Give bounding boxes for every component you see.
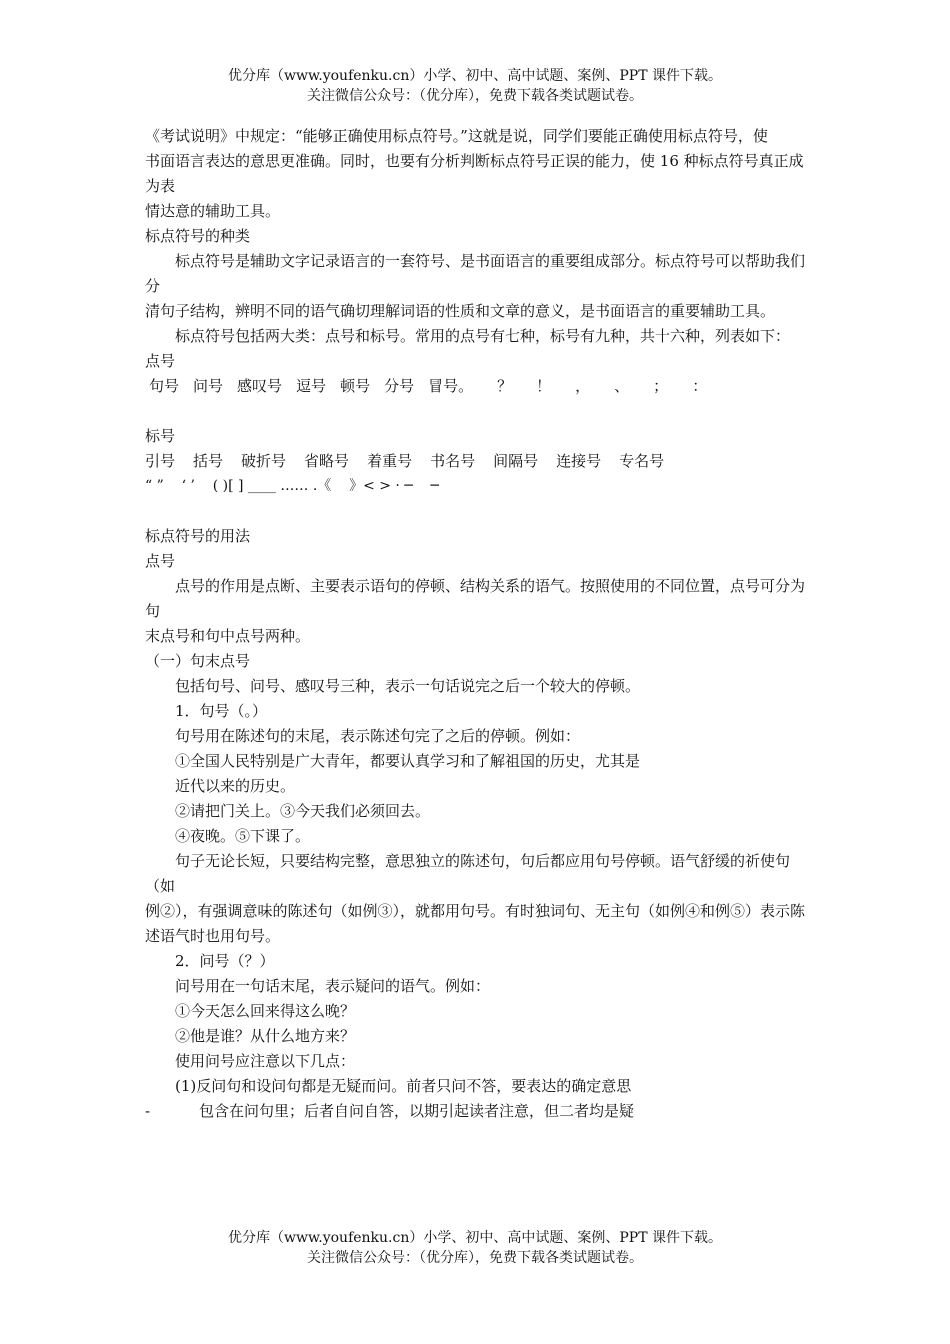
biaohao-item: 破折号 bbox=[241, 452, 287, 470]
biaohao-symbols: “ ” ‘ ’ ( )[ ] ____ …… .《 》< > · ─ ─ bbox=[145, 478, 439, 494]
section-heading-dianhao: 点号 bbox=[145, 552, 176, 570]
paragraph: 句号用在陈述句的末尾，表示陈述句完了之后的停顿。例如： bbox=[175, 727, 581, 745]
dianhao-symbol: ， bbox=[575, 377, 591, 395]
dianhao-list bbox=[145, 374, 810, 399]
dianhao-symbol: ； bbox=[653, 377, 669, 395]
biaohao-list bbox=[145, 449, 810, 474]
intro-paragraph-line: 《考试说明》中规定：“能够正确使用标点符号。”这就是说，同学们要能正确使用标点符号，使 bbox=[145, 127, 768, 145]
dianhao-item: 感叹号 bbox=[237, 377, 283, 395]
example-line: ②请把门关上。③今天我们必须回去。 bbox=[175, 802, 431, 820]
dianhao-symbol: ！ bbox=[536, 377, 552, 395]
intro-paragraph-line: 书面语言表达的意思更准确。同时，也要有分析判断标点符号正误的能力，使 16 种标点符号真正成为表 bbox=[145, 152, 804, 195]
item-heading-juhao: 1．句号（。） bbox=[175, 702, 268, 720]
paragraph-dianhao-line: 末点号和句中点号两种。 bbox=[145, 627, 311, 645]
note-line: 包含在问句里；后者自问自答，以期引起读者注意，但二者均是疑 bbox=[199, 1102, 635, 1120]
spacer bbox=[145, 399, 810, 424]
paragraph: 使用问号应注意以下几点： bbox=[175, 1052, 356, 1070]
dianhao-item: 顿号 bbox=[340, 377, 371, 395]
page-header bbox=[0, 66, 950, 106]
paragraph-dianhao-line: 点号的作用是点断、主要表示语句的停顿、结构关系的语气。按照使用的不同位置，点号可分为句 bbox=[145, 577, 806, 620]
dianhao-item: 问号 bbox=[193, 377, 224, 395]
paragraph-categories: 标点符号包括两大类：点号和标号。常用的点号有七种，标号有九种，共十六种，列表如下： bbox=[175, 327, 791, 345]
header-line-1: 优分库（www.youfenku.cn）小学、初中、高中试题、案例、PPT 课件下载。 bbox=[227, 68, 722, 84]
example-line: 近代以来的历史。 bbox=[175, 777, 296, 795]
biaohao-item: 着重号 bbox=[367, 452, 413, 470]
biaohao-item: 括号 bbox=[193, 452, 224, 470]
item-heading-wenhao: 2．问号（？） bbox=[175, 952, 275, 970]
paragraph-line: 例②），有强调意味的陈述句（如例③），就都用句号。有时独词句、无主句（如例④和例⑤）表示陈 bbox=[145, 902, 806, 920]
dianhao-label: 点号 bbox=[145, 352, 176, 370]
biaohao-item: 引号 bbox=[145, 452, 176, 470]
example-line: ①今天怎么回来得这么晚？ bbox=[175, 1002, 356, 1020]
intro-paragraph-line: 情达意的辅助工具。 bbox=[145, 202, 281, 220]
paragraph-line: 句子无论长短，只要结构完整，意思独立的陈述句，句后都应用句号停顿。语气舒缓的祈使句（如 bbox=[145, 852, 791, 895]
section-heading-usage: 标点符号的用法 bbox=[145, 527, 251, 545]
biaohao-item: 专名号 bbox=[619, 452, 665, 470]
dianhao-symbol: 、 bbox=[614, 377, 630, 395]
dianhao-item: 逗号 bbox=[296, 377, 327, 395]
dianhao-symbol: ： bbox=[692, 377, 708, 395]
example-line: ①全国人民特别是广大青年，都要认真学习和了解祖国的历史，尤其是 bbox=[175, 752, 641, 770]
page-footer bbox=[0, 1228, 950, 1268]
footer-line-1: 优分库（www.youfenku.cn）小学、初中、高中试题、案例、PPT 课件下载。 bbox=[227, 1230, 722, 1246]
dianhao-item: 句号 bbox=[149, 377, 180, 395]
example-line: ④夜晚。⑤下课了。 bbox=[175, 827, 311, 845]
paragraph-line: 述语气时也用句号。 bbox=[145, 927, 281, 945]
dianhao-item: 分号 bbox=[384, 377, 415, 395]
subsection-heading: （一）句末点号 bbox=[145, 652, 251, 670]
footer-line-2: 关注微信公众号：（优分库），免费下载各类试题试卷。 bbox=[307, 1250, 643, 1266]
header-line-2: 关注微信公众号：（优分库），免费下载各类试题试卷。 bbox=[307, 88, 643, 104]
biaohao-item: 间隔号 bbox=[493, 452, 539, 470]
paragraph-types-line: 清句子结构，辨明不同的语气确切理解词语的性质和文章的意义，是书面语言的重要辅助工具。 bbox=[145, 302, 776, 320]
paragraph: 包括句号、问号、感叹号三种，表示一句话说完之后一个较大的停顿。 bbox=[175, 677, 641, 695]
biaohao-item: 连接号 bbox=[556, 452, 602, 470]
dianhao-item: 冒号。 bbox=[428, 377, 474, 395]
spacer bbox=[145, 499, 810, 524]
list-dash-marker: - bbox=[145, 1102, 151, 1120]
section-heading-types: 标点符号的种类 bbox=[145, 227, 251, 245]
biaohao-item: 书名号 bbox=[430, 452, 476, 470]
document-body bbox=[145, 124, 810, 1124]
note-line: (1)反问句和设问句都是无疑而问。前者只问不答，要表达的确定意思 bbox=[175, 1077, 632, 1095]
paragraph: 问号用在一句话末尾，表示疑问的语气。例如： bbox=[175, 977, 491, 995]
biaohao-label: 标号 bbox=[145, 427, 176, 445]
note-continuation bbox=[145, 1099, 810, 1124]
dianhao-symbol: ？ bbox=[497, 377, 513, 395]
paragraph-types-line: 标点符号是辅助文字记录语言的一套符号、是书面语言的重要组成部分。标点符号可以帮助我们分 bbox=[145, 252, 806, 295]
biaohao-item: 省略号 bbox=[304, 452, 350, 470]
example-line: ②他是谁？从什么地方来？ bbox=[175, 1027, 356, 1045]
